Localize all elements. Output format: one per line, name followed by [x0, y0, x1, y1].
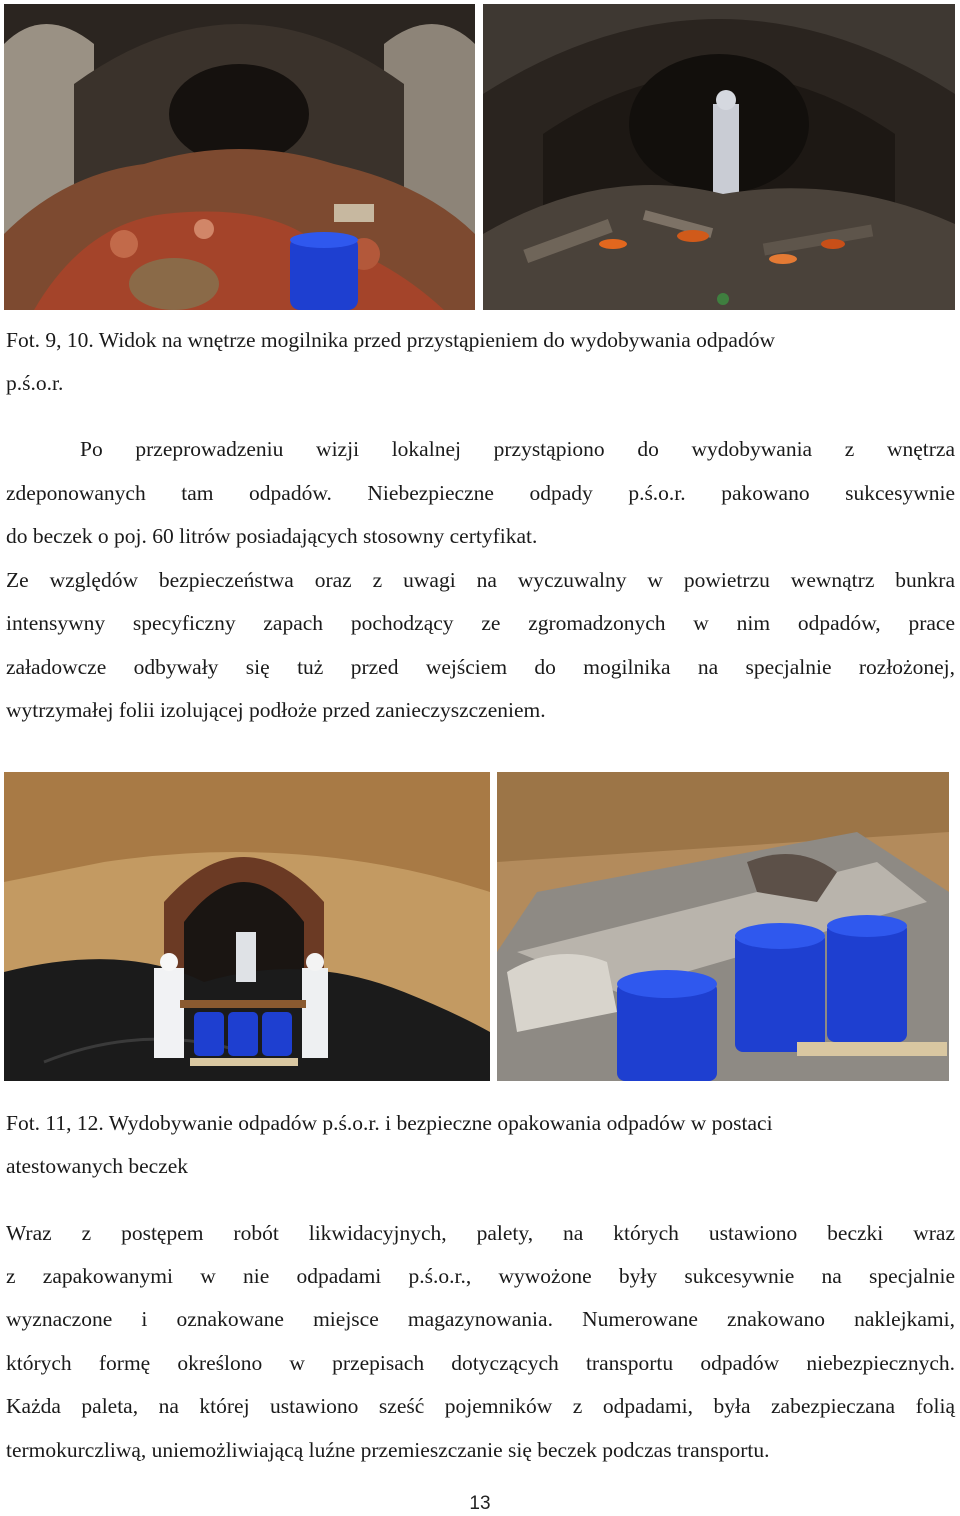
caption-fot-11-12-line-1: Fot. 11, 12. Wydobywanie odpadów p.ś.o.r. i bezpieczne opakowania odpadów w postaci — [6, 1111, 773, 1135]
paragraph-2-line-2: intensywny specyficzny zapach pochodzący ze zgromadzonych w nim odpadów, prace — [6, 611, 955, 635]
paragraph-1-line-1: Po przeprowadzeniu wizji lokalnej przystąpiono do wydobywania z wnętrza — [80, 437, 955, 461]
caption-fot-9-10-line-1: Fot. 9, 10. Widok na wnętrze mogilnika przed przystąpieniem do wydobywania odpadów — [6, 328, 775, 352]
photo-fot-9 — [4, 4, 475, 310]
paragraph-1-line-3: do beczek o poj. 60 litrów posiadających stosowny certyfikat. — [6, 524, 538, 548]
paragraph-3-line-4: których formę określono w przepisach dotyczących transportu odpadów niebezpiecznych. — [6, 1351, 955, 1375]
paragraph-2-line-1: Ze względów bezpieczeństwa oraz z uwagi na wyczuwalny w powietrzu wewnątrz bunkra — [6, 568, 955, 592]
paragraph-1-line-2: zdeponowanych tam odpadów. Niebezpieczne odpady p.ś.o.r. pakowano sukcesywnie — [6, 481, 955, 505]
caption-fot-11-12-line-2: atestowanych beczek — [6, 1154, 189, 1178]
page-number: 13 — [469, 1493, 491, 1514]
paragraph-3-line-3: wyznaczone i oznakowane miejsce magazynowania. Numerowane znakowano naklejkami, — [6, 1307, 955, 1331]
paragraph-2-line-3: załadowcze odbywały się tuż przed wejściem do mogilnika na specjalnie rozłożonej, — [6, 655, 955, 679]
paragraph-2-line-4: wytrzymałej folii izolującej podłoże przed zanieczyszczeniem. — [6, 698, 546, 722]
paragraph-3-line-5: Każda paleta, na której ustawiono sześć pojemników z odpadami, była zabezpieczana folią — [6, 1394, 955, 1418]
caption-fot-9-10-line-2: p.ś.o.r. — [6, 371, 64, 395]
paragraph-3-line-6: termokurczliwą, uniemożliwiającą luźne przemieszczanie się beczek podczas transportu. — [6, 1438, 770, 1462]
photo-fot-10 — [483, 4, 955, 310]
paragraph-3-line-2: z zapakowanymi w nie odpadami p.ś.o.r., wywożone były sukcesywnie na specjalnie — [6, 1264, 955, 1288]
paragraph-3-line-1: Wraz z postępem robót likwidacyjnych, palety, na których ustawiono beczki wraz — [6, 1221, 955, 1245]
photo-fot-12 — [497, 772, 949, 1081]
photo-fot-11 — [4, 772, 490, 1081]
